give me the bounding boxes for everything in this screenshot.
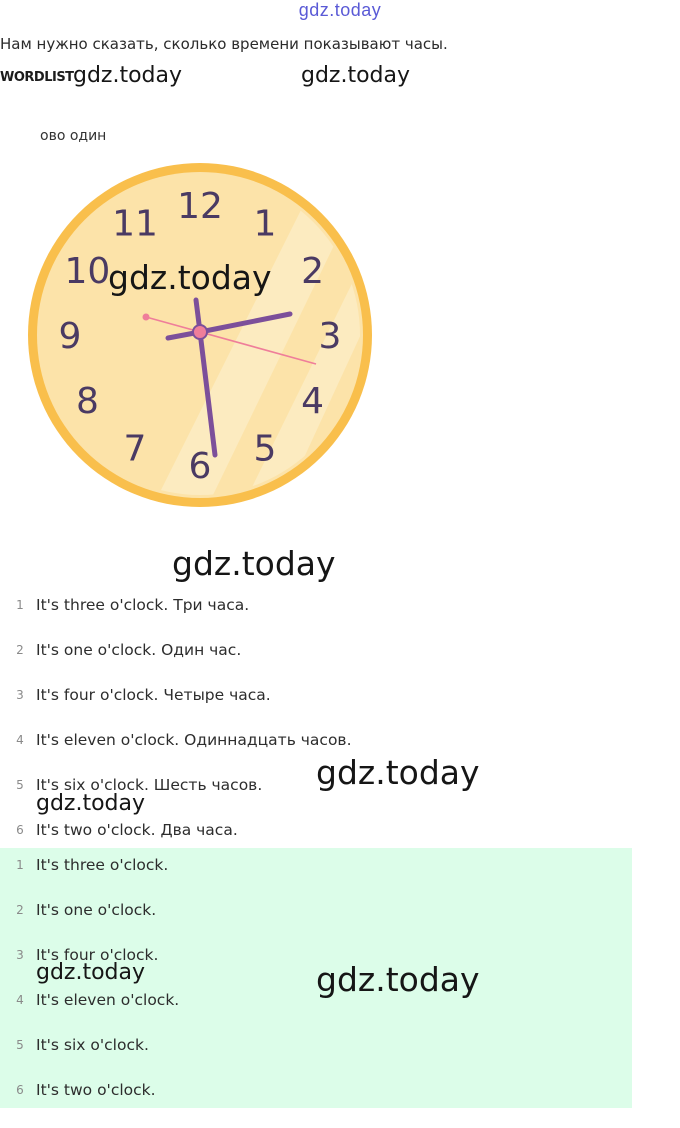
- item-text: It's three o'clock. Три часа.: [36, 596, 250, 614]
- list-item: [0, 858, 632, 903]
- item-text: It's one o'clock.: [36, 901, 157, 919]
- list-item: [0, 643, 632, 688]
- item-text: It's six o'clock. Шесть часов.: [36, 776, 263, 794]
- item-number: 4: [16, 733, 24, 747]
- clock-number: 6: [188, 446, 212, 487]
- list-item: [0, 598, 632, 643]
- item-number: 1: [16, 598, 24, 612]
- wordlist-label: WORDLIST: [0, 70, 74, 85]
- watermark: gdz.today: [172, 544, 336, 583]
- clock-number: 8: [75, 381, 99, 422]
- list-item: [0, 688, 632, 733]
- clock-number: 12: [177, 186, 223, 227]
- item-text: It's eleven o'clock. Одиннадцать часов.: [36, 731, 352, 749]
- second-hand-tip: [143, 314, 150, 321]
- watermark: gdz.today: [73, 63, 183, 88]
- watermark: gdz.today: [36, 960, 146, 985]
- item-text: It's two o'clock.: [36, 1081, 156, 1099]
- item-number: 3: [16, 688, 24, 702]
- clock-number: 4: [301, 381, 325, 422]
- clock-number: 3: [318, 316, 342, 357]
- item-text: It's two o'clock. Два часа.: [36, 821, 238, 839]
- list-item: [0, 1083, 632, 1128]
- item-number: 2: [16, 903, 24, 917]
- item-number: 1: [16, 858, 24, 872]
- item-text: It's eleven o'clock.: [36, 991, 180, 1009]
- item-number: 5: [16, 1038, 24, 1052]
- watermark-top: gdz.today: [298, 0, 382, 20]
- clock-number: 5: [253, 428, 277, 470]
- item-number: 2: [16, 643, 24, 657]
- item-number: 4: [16, 993, 24, 1007]
- list-item: [0, 1038, 632, 1083]
- watermark: gdz.today: [316, 753, 480, 792]
- watermark: gdz.today: [108, 258, 272, 297]
- item-text: It's four o'clock.: [36, 946, 159, 964]
- watermark: gdz.today: [301, 63, 411, 88]
- clock-number: 2: [301, 251, 325, 292]
- clock-number: 7: [123, 428, 147, 470]
- item-number: 5: [16, 778, 24, 792]
- item-text: It's three o'clock.: [36, 856, 169, 874]
- list-item: [0, 903, 632, 948]
- item-number: 6: [16, 1083, 24, 1097]
- list-item: [0, 993, 632, 1038]
- intro-text: Нам нужно сказать, сколько времени показывают часы.: [0, 35, 448, 53]
- clock-center: [193, 325, 207, 339]
- watermark: gdz.today: [316, 960, 480, 999]
- item-text: It's six o'clock.: [36, 1036, 149, 1054]
- clock-number: 11: [112, 203, 158, 245]
- clock-number: 10: [64, 251, 111, 292]
- wordlist-cut-text: ово один: [40, 128, 107, 144]
- item-number: 3: [16, 948, 24, 962]
- clock-number: 1: [253, 203, 277, 245]
- item-number: 6: [16, 823, 24, 837]
- clock-number: 9: [58, 316, 82, 357]
- item-text: It's four o'clock. Четыре часа.: [36, 686, 271, 704]
- clock-illustration: [26, 160, 374, 510]
- watermark: gdz.today: [36, 791, 146, 816]
- item-text: It's one o'clock. Один час.: [36, 641, 242, 659]
